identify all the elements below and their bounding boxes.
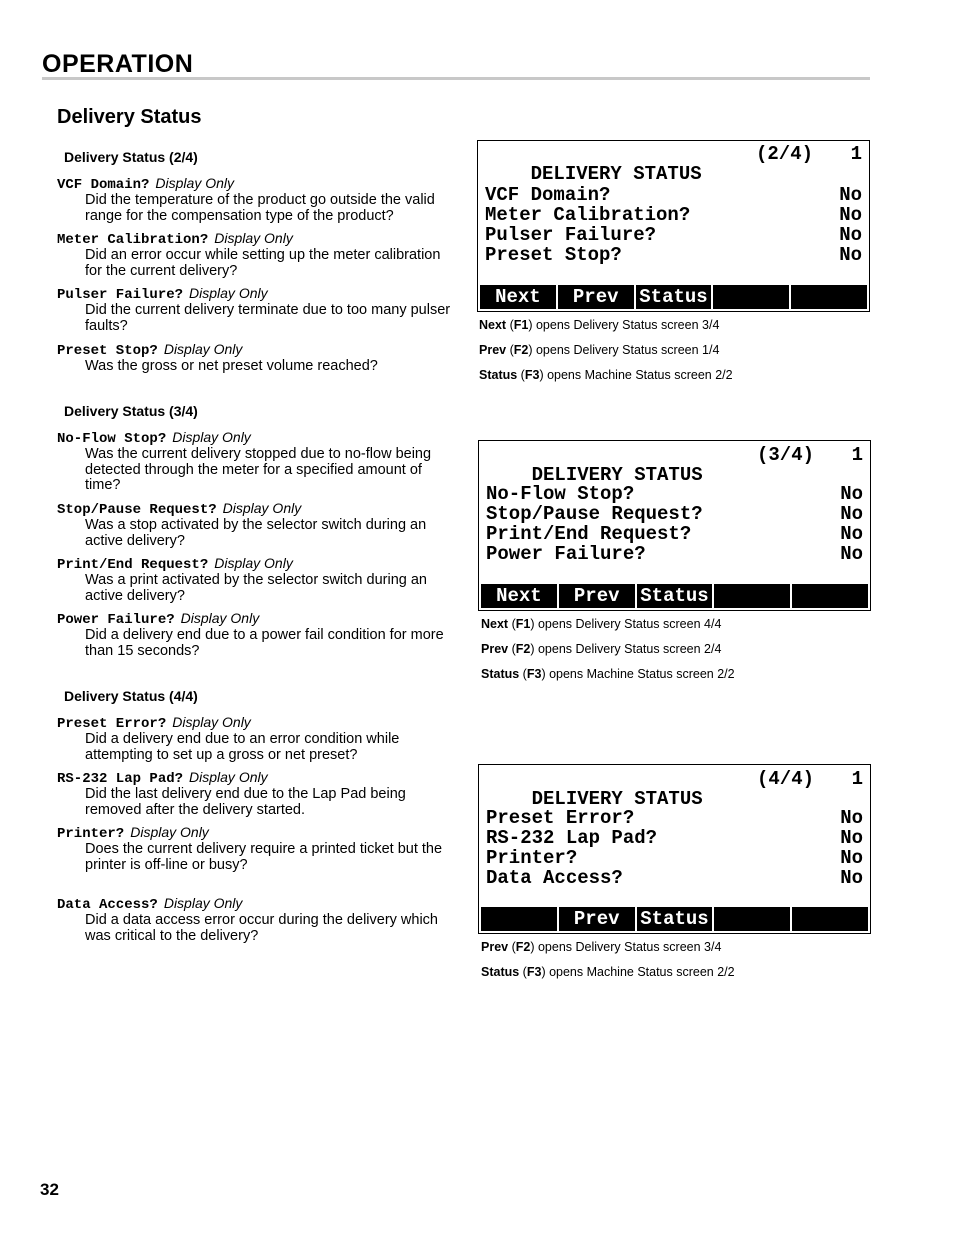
screen-row [486, 504, 863, 524]
field-desc-text: Did the current delivery terminate due to too many pulser faults? [85, 302, 451, 334]
screen-row [486, 524, 863, 544]
section-title: Delivery Status [57, 106, 202, 128]
lcd-screen [477, 140, 870, 312]
softkey-note: Prev (F2) opens Delivery Status screen 1/4 [479, 343, 720, 357]
screen-row-label: Preset Error? [486, 807, 635, 829]
field-description [57, 895, 457, 944]
display-only-label: Display Only [163, 895, 243, 911]
header-title: OPERATION [42, 50, 194, 78]
screen-title-line [485, 143, 862, 185]
screen-title-line [486, 444, 863, 486]
field-desc-text: Did a delivery end due to an error condition while attempting to set up a gross or net preset? [85, 731, 400, 763]
field-code: Meter Calibration? [57, 232, 209, 248]
softkey-blank[interactable] [481, 907, 557, 931]
softkey-bar [481, 907, 868, 931]
softkey-note: Prev (F2) opens Delivery Status screen 2/4 [481, 642, 722, 656]
screen-number: 1 [850, 143, 862, 165]
screen-row [485, 225, 862, 245]
field-description [57, 610, 457, 659]
screen-title: DELIVERY STATUS [530, 163, 702, 185]
field-code: Pulser Failure? [57, 287, 184, 303]
lcd-screen [478, 764, 871, 934]
softkey-note: Status (F3) opens Machine Status screen 2/2 [481, 667, 735, 681]
screen-row-label: Pulser Failure? [485, 224, 657, 246]
display-only-label: Display Only [155, 175, 235, 191]
field-code: No-Flow Stop? [57, 431, 167, 447]
display-only-label: Display Only [189, 769, 268, 785]
screen-row [486, 544, 863, 564]
screen-row [485, 245, 862, 265]
softkey-note: Status (F3) opens Machine Status screen 2/2 [479, 368, 733, 382]
softkey-status[interactable]: Status [637, 907, 713, 931]
screen-row-value: No [839, 224, 862, 246]
screen-row [485, 205, 862, 225]
screen-row-label: Stop/Pause Request? [486, 503, 703, 525]
screen-row-label: No-Flow Stop? [486, 483, 635, 505]
softkey-note: Status (F3) opens Machine Status screen 2/2 [481, 965, 735, 979]
field-desc-text: Did a data access error occur during the delivery which was critical to the delivery? [85, 912, 438, 944]
display-only-label: Display Only [214, 230, 293, 246]
screen-row-value: No [840, 543, 863, 565]
field-code: Preset Error? [57, 716, 167, 732]
screen-row-value: No [840, 523, 863, 545]
page-header [42, 50, 870, 80]
screen-row-label: VCF Domain? [485, 184, 611, 206]
softkey-blank[interactable] [714, 584, 790, 608]
softkey-blank[interactable] [713, 285, 789, 309]
subsection-title: Delivery Status (4/4) [64, 688, 198, 704]
field-desc-text: Did a delivery end due to a power fail condition for more than 15 seconds? [85, 627, 444, 659]
screen-row-value: No [840, 867, 863, 889]
screen-row-label: Meter Calibration? [485, 204, 691, 226]
softkey-note: Next (F1) opens Delivery Status screen 3/4 [479, 318, 720, 332]
screen-row-value: No [840, 483, 863, 505]
softkey-blank[interactable] [792, 584, 868, 608]
softkey-prev[interactable]: Prev [559, 584, 635, 608]
field-description [57, 285, 457, 334]
screen-row-value: No [840, 503, 863, 525]
screen-page: (2/4) [756, 143, 814, 165]
screen-row-label: Power Failure? [486, 543, 646, 565]
softkey-note: Prev (F2) opens Delivery Status screen 3/4 [481, 940, 722, 954]
screen-page: (3/4) [757, 444, 815, 466]
softkey-blank[interactable] [714, 907, 790, 931]
field-desc-text: Was the gross or net preset volume reached? [85, 358, 378, 374]
field-desc-text: Did an error occur while setting up the meter calibration for the current delivery? [85, 247, 441, 279]
softkey-bar [481, 584, 868, 608]
field-code: VCF Domain? [57, 177, 150, 193]
display-only-label: Display Only [172, 714, 251, 730]
softkey-bar [480, 285, 867, 309]
field-description [57, 341, 457, 375]
screen-row-label: Print/End Request? [486, 523, 692, 545]
screen-row-label: Preset Stop? [485, 244, 622, 266]
softkey-prev[interactable]: Prev [558, 285, 634, 309]
display-only-label: Display Only [214, 555, 293, 571]
subsection-title: Delivery Status (2/4) [64, 149, 198, 165]
field-description [57, 555, 457, 604]
field-description [57, 824, 457, 873]
softkey-status[interactable]: Status [636, 285, 712, 309]
screen-title: DELIVERY STATUS [531, 788, 703, 810]
field-code: Preset Stop? [57, 343, 158, 359]
screen-number: 1 [851, 444, 863, 466]
field-desc-text: Was a stop activated by the selector switch during an active delivery? [85, 517, 427, 549]
screen-row [486, 808, 863, 828]
display-only-label: Display Only [163, 341, 243, 357]
display-only-label: Display Only [222, 500, 302, 516]
page-number: 32 [40, 1180, 59, 1199]
field-code: Power Failure? [57, 612, 175, 628]
screen-row-value: No [839, 184, 862, 206]
screen-row [486, 868, 863, 888]
field-code: Print/End Request? [57, 557, 209, 573]
screen-page: (4/4) [757, 768, 815, 790]
subsection-title: Delivery Status (3/4) [64, 403, 198, 419]
field-desc-text: Was a print activated by the selector switch during an active delivery? [85, 572, 427, 604]
field-description [57, 429, 457, 494]
field-description [57, 714, 457, 763]
softkey-next[interactable]: Next [480, 285, 556, 309]
field-description [57, 230, 457, 279]
screen-row-label: Data Access? [486, 867, 623, 889]
screen-row [485, 185, 862, 205]
field-description [57, 175, 457, 224]
screen-row [486, 828, 863, 848]
screen-row-value: No [840, 807, 863, 829]
display-only-label: Display Only [180, 610, 260, 626]
softkey-status[interactable]: Status [637, 584, 713, 608]
screen-row-label: RS-232 Lap Pad? [486, 827, 658, 849]
softkey-blank[interactable] [792, 907, 868, 931]
field-desc-text: Did the last delivery end due to the Lap Pad being removed after the delivery started. [85, 786, 406, 818]
lcd-screen [478, 440, 871, 611]
screen-row-label: Printer? [486, 847, 578, 869]
screen-title-line [486, 768, 863, 810]
screen-title: DELIVERY STATUS [531, 464, 703, 486]
field-desc-text: Was the current delivery stopped due to no-flow being detected through the meter for a specified amount of time? [85, 446, 432, 493]
field-code: Stop/Pause Request? [57, 502, 217, 518]
display-only-label: Display Only [130, 824, 209, 840]
display-only-label: Display Only [189, 285, 268, 301]
field-code: Printer? [57, 826, 125, 842]
screen-row-value: No [840, 847, 863, 869]
screen-row-value: No [840, 827, 863, 849]
field-desc-text: Did the temperature of the product go outside the valid range for the compensation type of the product? [85, 192, 435, 224]
softkey-note: Next (F1) opens Delivery Status screen 4/4 [481, 617, 722, 631]
screen-row-value: No [839, 244, 862, 266]
softkey-blank[interactable] [791, 285, 867, 309]
field-code: RS-232 Lap Pad? [57, 771, 184, 787]
screen-row-value: No [839, 204, 862, 226]
softkey-next[interactable]: Next [481, 584, 557, 608]
softkey-prev[interactable]: Prev [559, 907, 635, 931]
screen-row [486, 484, 863, 504]
field-desc-text: Does the current delivery require a printed ticket but the printer is off-line or busy? [85, 841, 443, 873]
screen-number: 1 [851, 768, 863, 790]
screen-row [486, 848, 863, 868]
display-only-label: Display Only [172, 429, 251, 445]
field-description [57, 500, 457, 549]
field-code: Data Access? [57, 897, 158, 913]
field-description [57, 769, 457, 818]
